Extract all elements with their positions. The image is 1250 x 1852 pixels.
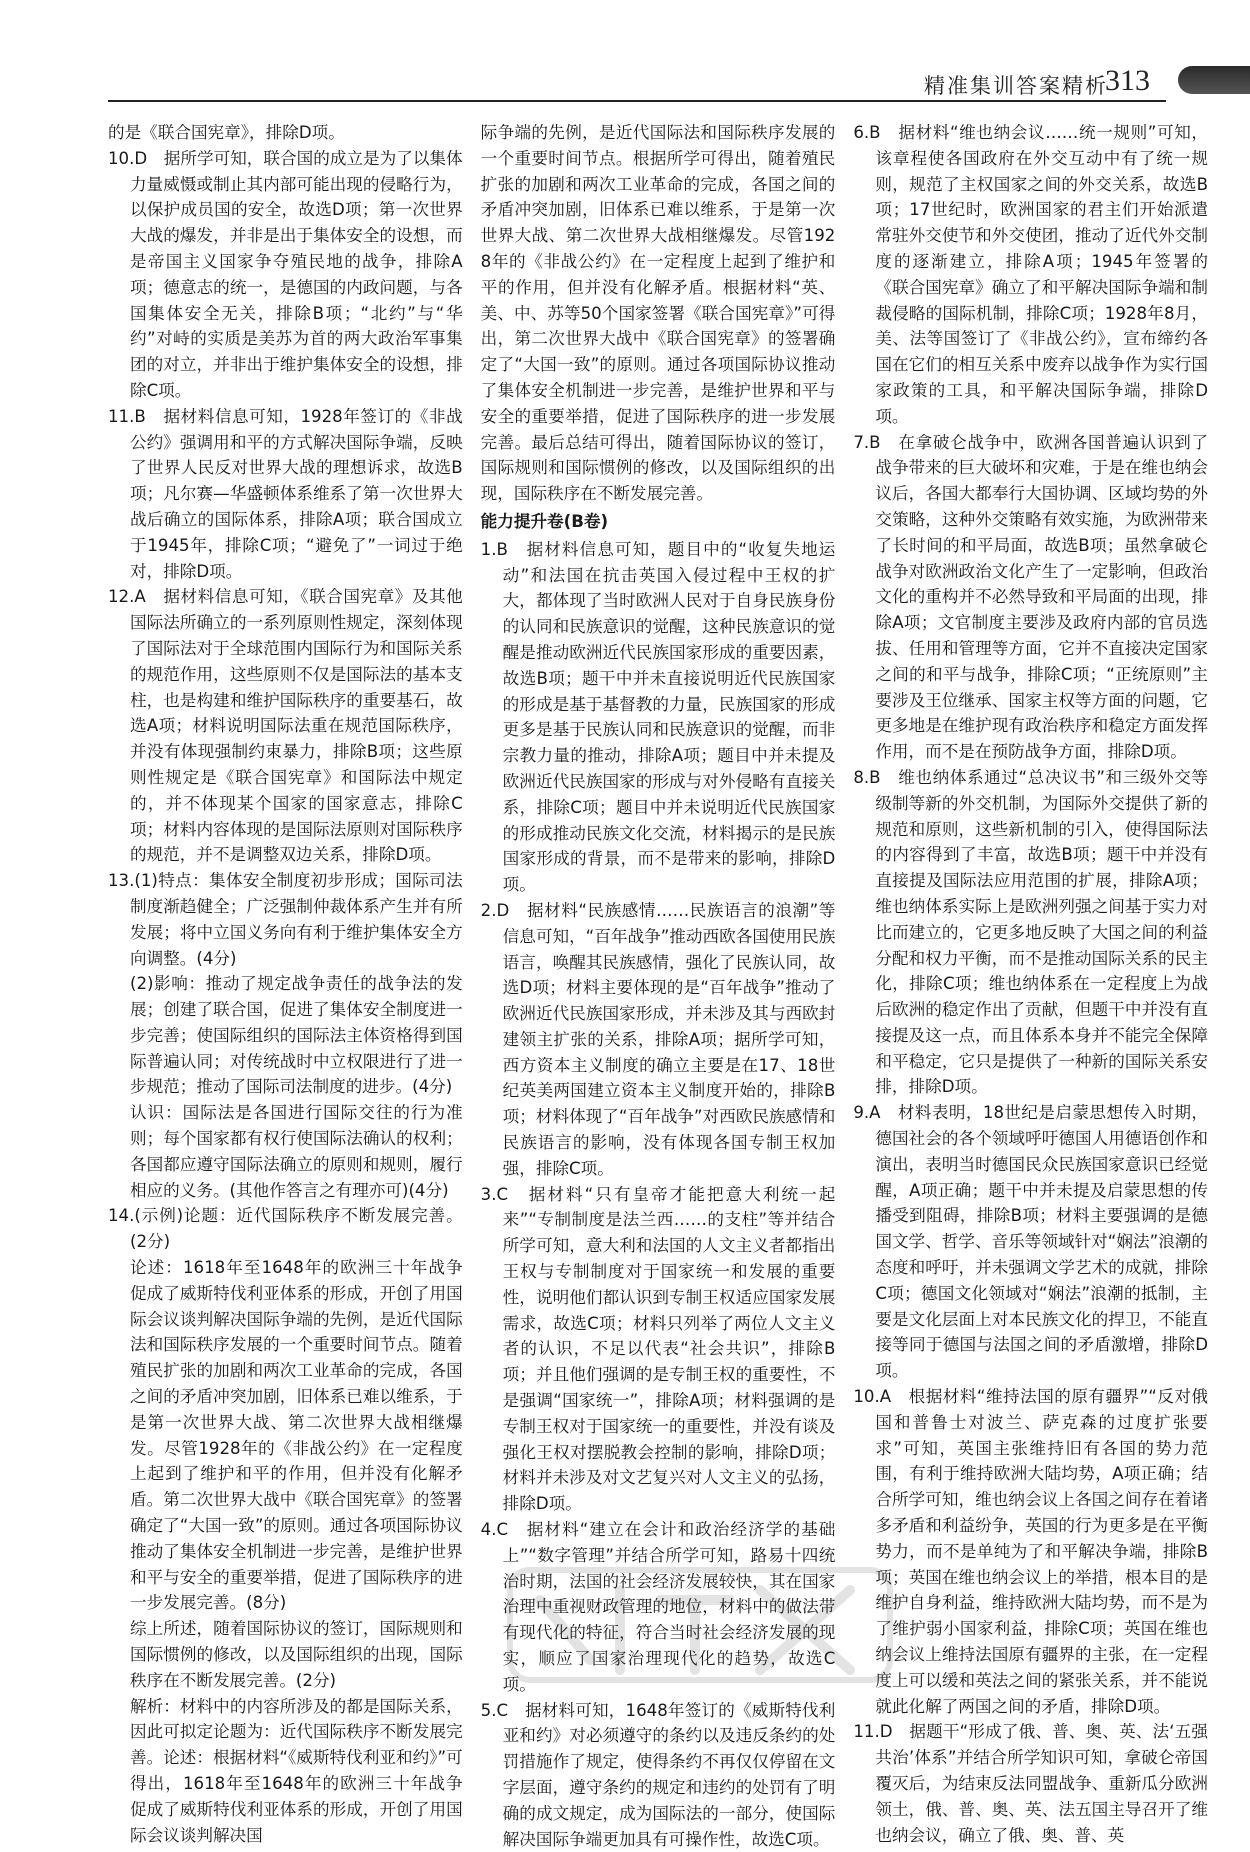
column-right: [853, 120, 1209, 1845]
header-tab-decoration: [1178, 66, 1250, 94]
paragraph: 的是《联合国宪章》，排除D项。: [108, 123, 345, 142]
answer-item-13-part2: (2)影响：推动了规定战争责任的战争法的发展；创建了联合国，促进了集体安全制度进一步完善；使国际组织的国际法主体资格得到国际普遍认同；对传统战时中立权限进行了进一步规范；推动了国际司法制度的进步。(4分): [130, 974, 463, 1097]
answer-item-14-analysis: 解析：材料中的内容所涉及的都是国际关系，因此可拟定论题为：近代国际秩序不断发展完善。论述：根据材料“《威斯特伐利亚和约》”可得出，1618年至1648年的欧洲三十年战争促成了威斯特伐利亚体系的形成，开创了用国际会议谈判解决国: [130, 1696, 463, 1845]
answer-columns: [108, 120, 1209, 1849]
answer-item-10: 10.D 据所学可知，联合国的成立是为了以集体力量威慑或制止其内部可能出现的侵略行为，以保护成员国的安全，故选D项；第一次世界大战的爆发，并非是出于集体安全的设想，而是帝国主义国家争夺殖民地的战争，排除A项；德意志的统一，是德国的内政问题，与各国集体安全无关，排除B项；“北约”与“华约”对峙的实质是美苏为首的两大政治军事集团的对立，并非出于维护集体安全的设想，排除C项。: [108, 148, 463, 400]
answer-item-13-part1: 13.(1)特点：集体安全制度初步形成；国际司法制度渐趋健全；广泛强制仲裁体系产生并有所发展；将中立国义务向有利于维护集体安全方向调整。(4分): [108, 871, 463, 968]
paragraph: 际争端的先例，是近代国际法和国际秩序发展的一个重要时间节点。根据所学可得出，随着殖民扩张的加剧和两次工业革命的完成，各国之间的矛盾冲突加剧，旧体系已难以维系，于是第一次世界大战、第二次世界大战相继爆发。尽管1928年的《非战公约》在一定程度上起到了维护和平的作用，但并没有化解矛盾。根据材料“英、美、中、苏等50个国家签署《联合国宪章》”可得出，第二次世界大战中《联合国宪章》的签署确定了“大国一致”的原则。通过各项国际协议推动了集体安全机制进一步完善，是维护世界和平与安全的重要举措，促进了国际秩序的进一步发展完善。最后总结可得出，随着国际协议的签订，国际规则和国际惯例的修改，以及国际组织的出现，国际秩序在不断发展完善。: [480, 123, 836, 504]
answer-item-8: 8.B 维也纳体系通过“总决议书”和三级外交等级制等新的外交机制，为国际外交提供了新的规范和原则，这些新机制的引入，使得国际法的内容得到了丰富，故选B项；题干中并没有直接提及国际法应用范围的扩展，排除A项；维也纳体系实际上是欧洲列强之间基于实力对比而建立的，它更多地反映了大国之间的利益分配和权力平衡，而不是推动国际关系的民主化，排除C项；维也纳体系在一定程度上为战后欧洲的稳定作出了贡献，但题干中并没有直接提及这一点，而且体系本身并不能完全保障和平稳定，它只是提供了一种新的国际关系安排，排除D项。: [853, 767, 1209, 1097]
page-number: 313: [1105, 64, 1150, 97]
answer-item-14-conclusion: 综上所述，随着国际协议的签订，国际规则和国际惯例的修改，以及国际组织的出现，国际秩序在不断发展完善。(2分): [130, 1619, 463, 1690]
answer-item-9: 9.A 材料表明，18世纪是启蒙思想传入时期，德国社会的各个领域呼吁德国人用德语创作和演出，表明当时德国民众民族国家意识已经觉醒，A项正确；题干中并未提及启蒙思想的传播受到阻碍，排除B项；材料主要强调的是德国文学、哲学、音乐等领域针对“娴法”浪潮的态度和呼吁，并未强调文学艺术的成就，排除C项；德国文化领域对“娴法”浪潮的抵制，主要是文化层面上对本民族文化的捍卫，不能直接等同于德国与法国之间的矛盾激增，排除D项。: [853, 1103, 1209, 1381]
answer-item-6: 6.B 据材料“维也纳会议……统一规则”可知，该章程使各国政府在外交互动中有了统一规则，规范了主权国家之间的外交关系，故选B项；17世纪时，欧洲国家的君主们开始派遣常驻外交使节和外交使团，推动了近代外交制度的逐渐建立，排除A项；1945年签署的《联合国宪章》确立了和平解决国际争端和制裁侵略的国际机制，排除C项；1928年8月，美、法等国签订了《非战公约》，宣布缔约各国在它们的相互关系中废弃以战争作为实行国家政策的工具，和平解决国际争端，排除D项。: [853, 123, 1209, 426]
answer-item-12: 12.A 据材料信息可知，《联合国宪章》及其他国际法所确立的一系列原则性规定，深刻体现了国际法对于全球范围内国际行为和国际关系的规范作用，这些原则不仅是国际法的基本支柱，也是构建和维护国际秩序的重要基石，故选A项；材料说明国际法重在规范国际秩序，并没有体现强制约束暴力，排除B项；这些原则性规定是《联合国宪章》和国际法中规定的，并不体现某个国家的国家意志，排除C项；材料内容体现的是国际法原则对国际秩序的规范，并不是调整双边关系，排除D项。: [108, 587, 463, 865]
header-title: 精准集训答案精析: [924, 74, 1108, 98]
answer-item-14-topic: 14.(示例)论题：近代国际秩序不断发展完善。(2分): [108, 1206, 463, 1252]
column-left: [108, 120, 463, 1845]
answer-item-10: 10.A 根据材料“维持法国的原有疆界”“反对俄国和普鲁士对波兰、萨克森的过度扩张要求”可知，英国主张维持旧有各国的势力范围，有利于维持欧洲大陆均势，A项正确；结合所学可知，维也纳会议上各国之间存在着诸多矛盾和利益纷争，英国的行为更多是在平衡势力，而不是单纯为了和平解决争端，排除B项；英国在维也纳会议上的举措，根本目的是维护自身利益，维持欧洲大陆均势，而不是为了维护弱小国家利益，排除C项；英国在维也纳会议上维持法国原有疆界的主张，在一定程度上可以缓和英法之间的紧张关系，并不能说就此化解了两国之间的矛盾，排除D项。: [853, 1387, 1209, 1716]
answer-item-2: 2.D 据材料“民族感情……民族语言的浪潮”等信息可知，“百年战争”推动西欧各国使用民族语言，唤醒其民族感情，强化了民族认同，故选D项；材料主要体现的是“百年战争”推动了欧洲近代民族国家形成，并未涉及其与西欧封建领主扩张的关系，排除A项；据所学可知，西方资本主义制度的确立主要是在17、18世纪英美两国建立资本主义制度开始的，排除B项；材料体现了“百年战争”对西欧民族感情和民族语言的影响，没有体现各国专制王权加强，排除C项。: [480, 900, 836, 1178]
page-header: [0, 0, 1250, 110]
answer-item-4: 4.C 据材料“建立在会计和政治经济学的基础上”“数字管理”并结合所学可知，路易十四统治时期，法国的社会经济发展较快，其在国家治理中重视财政管理的地位，材料中的做法带有现代化的特征，符合当时社会经济发展的现实，顺应了国家治理现代化的趋势，故选C项。: [480, 1520, 836, 1694]
answer-item-14-argument: 论述：1618年至1648年的欧洲三十年战争促成了威斯特伐利亚体系的形成，开创了用国际会议谈判解决国际争端的先例，是近代国际法和国际秩序发展的一个重要时间节点。随着殖民扩张的加剧和两次工业革命的完成，各国之间的矛盾冲突加剧，旧体系已难以维系，于是第一次世界大战、第二次世界大战相继爆发。尽管1928年的《非战公约》在一定程度上起到了维护和平的作用，但并没有化解矛盾。第二次世界大战中《联合国宪章》的签署确定了“大国一致”的原则。通过各项国际协议推动了集体安全机制进一步完善，是维护世界和平与安全的重要举措，促进了国际秩序的进一步发展完善。(8分): [130, 1258, 463, 1613]
column-middle: [480, 120, 836, 1849]
answer-item-13-part3: 认识：国际法是各国进行国际交往的行为准则；每个国家都有权行使国际法确认的权利；各国都应遵守国际法确立的原则和规则，履行相应的义务。(其他作答言之有理亦可)(4分): [130, 1103, 463, 1200]
header-divider: [108, 100, 1166, 102]
answer-item-3: 3.C 据材料“只有皇帝才能把意大利统一起来”“专制制度是法兰西……的支柱”等并结合所学可知，意大利和法国的人文主义者都指出王权与专制制度对于国家统一和发展的重要性，说明他们都认识到专制王权适应国家发展需求，故选C项；材料只列举了两位人文主义者的认识，不足以代表“社会共识”，排除B项；并且他们强调的是专制王权的重要性，不是强调“国家统一”，排除A项；材料强调的是专制王权对于国家统一的重要性，并没有谈及强化王权对摆脱教会控制的影响，排除D项；材料并未涉及对文艺复兴对人文主义的弘扬，排除D项。: [480, 1184, 836, 1514]
answer-item-11: 11.B 据材料信息可知，1928年签订的《非战公约》强调用和平的方式解决国际争端，反映了世界人民反对世界大战的理想诉求，故选B项；凡尔赛—华盛顿体系维系了第一次世界大战后确立的国际体系，排除A项；联合国成立于1945年，排除C项；“避免了”一词过于绝对，排除D项。: [108, 406, 463, 581]
answer-item-5: 5.C 据材料可知，1648年签订的《威斯特伐利亚和约》对必须遵守的条约以及违反条约的处罚措施作了规定，使得条约不再仅仅停留在文字层面，遵守条约的规定和违约的处罚有了明确的成文规定，成为国际法的一部分，使国际解决国际争端更加具有可操作性，故选C项。: [480, 1700, 836, 1849]
section-heading: 能力提升卷(B卷): [480, 511, 609, 531]
answer-item-1: 1.B 据材料信息可知，题目中的“收复失地运动”和法国在抗击英国入侵过程中王权的扩大，都体现了当时欧洲人民对于自身民族身份的认同和民族意识的觉醒，这种民族意识的觉醒是推动欧洲近代民族国家形成的重要因素，故选B项；题干中并未直接说明近代民族国家的形成是基于基督教的力量，民族国家的形成更多是基于民族认同和民族意识的觉醒，而非宗教力量的推动，排除A项；题目中并未提及欧洲近代民族国家的形成与对外侵略有直接关系，排除C项；题目中并未说明近代民族国家的形成推动民族文化交流，材料揭示的是民族国家形成的背景，而不是带来的影响，排除D项。: [480, 539, 836, 895]
answer-item-7: 7.B 在拿破仑战争中，欧洲各国普遍认识到了战争带来的巨大破坏和灾难，于是在维也纳会议后，各国大都奉行大国协调、区域均势的外交策略，这种外交策略有效实施，为欧洲带来了长时间的和平局面，故选B项；虽然拿破仑战争对欧洲政治文化产生了一定影响，但政治文化的重构并不必然导致和平局面的出现，排除A项；文官制度主要涉及政府内部的官员选拔、任用和管理等方面，它并不直接决定国家之间的和平与战争，排除C项；“正统原则”主要涉及王位继承、国家主权等方面的问题，它更多地是在维护现有政治秩序和稳定方面发挥作用，而不是在预防战争方面，排除D项。: [853, 432, 1209, 762]
answer-item-11: 11.D 据题干“形成了俄、普、奥、英、法‘五强共治’体系”并结合所学知识可知，拿破仑帝国覆灭后，为结束反法同盟战争、重新瓜分欧洲领土，俄、普、奥、英、法五国主导召开了维也纳会议，确立了俄、奥、普、英: [853, 1722, 1209, 1845]
